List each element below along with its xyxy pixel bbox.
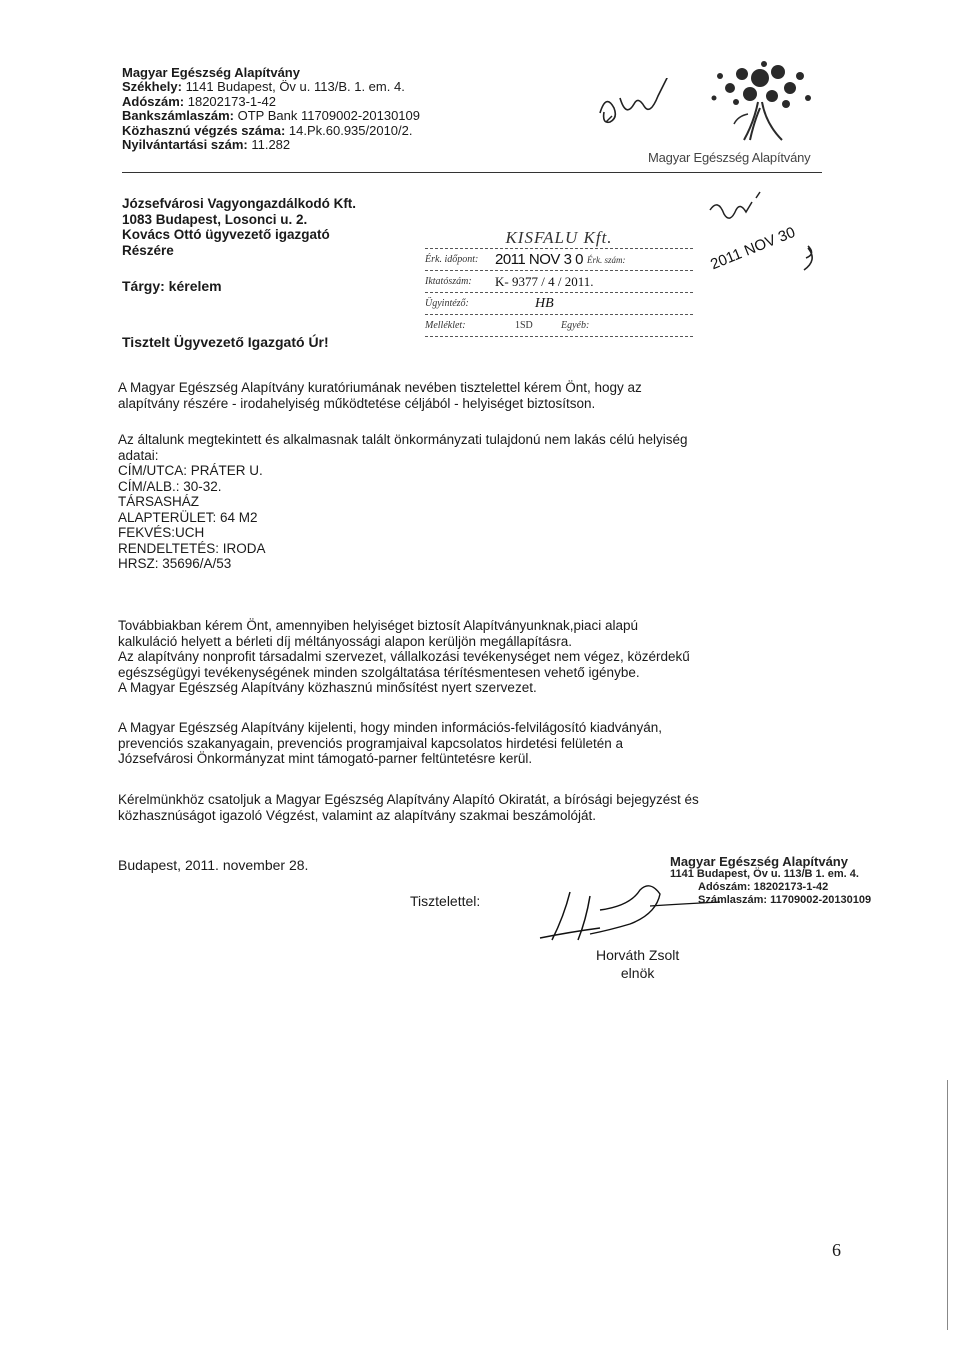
closing-regards: Tisztelettel: — [410, 893, 481, 909]
recipient-block — [122, 196, 356, 258]
stamp-file-label: Iktatószám: — [425, 276, 472, 287]
paragraph-attachments — [118, 792, 818, 823]
foundation-logo-icon — [690, 58, 830, 148]
stamp-arrival-number-label: Érk. szám: — [586, 254, 626, 265]
registry-value: 11.282 — [247, 137, 291, 153]
property-details — [118, 432, 818, 572]
subject-line: Tárgy: kérelem — [122, 278, 222, 294]
tax-label: Adószám: — [122, 93, 185, 109]
stamp-attachment-label: Melléklet: — [425, 320, 466, 331]
org-name: Magyar Egészség Alapítvány — [122, 65, 300, 80]
stamp-title: KISFALU Kft. — [425, 228, 693, 249]
recipient-company: Józsefvárosi Vagyongazdálkodó Kft. — [122, 196, 357, 211]
stamp-other-label: Egyéb: — [561, 320, 590, 331]
paragraph-line: kalkuláció helyett a bérleti díj méltányossági alapon kerüljön megállapításra. — [118, 633, 573, 649]
stamp-row-arrival — [425, 249, 693, 271]
logo-caption: Magyar Egészség Alapítvány — [648, 150, 811, 165]
recipient-person: Kovács Ottó ügyvezető igazgató — [122, 227, 330, 242]
paragraph-line: Az alapítvány nonprofit társadalmi szervezet, vállalkozási tevékenységet nem végez, közérdekű — [118, 649, 690, 664]
stamp-row-file — [425, 271, 693, 293]
signature — [530, 880, 730, 950]
bank-label: Bankszámlaszám: — [122, 108, 234, 124]
header-divider — [122, 172, 822, 173]
paragraph-line: Továbbiakban kérem Önt, amennyiben helyiséget biztosít Alapítványunknak,piaci alapú — [118, 618, 639, 633]
page-number: 6 — [832, 1240, 841, 1260]
recipient-address: 1083 Budapest, Losonci u. 2. — [122, 211, 308, 227]
paragraph-rent — [118, 618, 818, 696]
salutation: Tisztelt Ügyvezető Igazgató Úr! — [122, 334, 329, 350]
bank-value: OTP Bank 11709002-20130109 — [234, 108, 420, 124]
signatory — [596, 946, 679, 982]
seat-value: 1141 Budapest, Öv u. 113/B. 1. em. 4. — [181, 79, 405, 95]
decree-label: Közhasznú végzés száma: — [122, 122, 286, 138]
paragraph-line: Józsefvárosi Önkormányzat mint támogató-parner feltüntetésre kerül. — [118, 751, 533, 766]
detail-position: FEKVÉS:UCH — [118, 525, 205, 540]
stamp-tax-number: Adószám: 18202173-1-42 — [698, 881, 829, 893]
paragraph-line: közhasznúságot igazoló Végzést, valamint az alapítvány szakmai beszámolóját. — [118, 807, 597, 823]
stamp-row-officer — [425, 293, 693, 315]
signatory-name: Horváth Zsolt — [596, 947, 680, 963]
paragraph-line: A Magyar Egészség Alapítvány kuratóriumának nevében tisztelettel kérem Önt, hogy az — [118, 380, 642, 395]
detail-use: RENDELTETÉS: IRODA — [118, 540, 266, 556]
paragraph-line: A Magyar Egészség Alapítvány közhasznú minősítést nyert szervezet. — [118, 680, 537, 695]
paragraph-request — [118, 380, 818, 411]
stamp-officer-label: Ügyintéző: — [425, 298, 469, 309]
stamp-address: 1141 Budapest, Öv u. 113/B 1. em. 4. — [670, 868, 859, 880]
scan-edge-line — [947, 1080, 948, 1330]
paragraph-line: alapítvány részére - irodahelyiség működtetése céljából - helyiséget biztosítson. — [118, 395, 596, 411]
signatory-role: elnök — [620, 965, 655, 981]
stamp-attachment-value: 1SD — [515, 320, 533, 331]
tax-value: 18202173-1-42 — [184, 93, 276, 109]
stamp-officer-value: HB — [535, 295, 554, 311]
decree-value: 14.Pk.60.935/2010/2. — [285, 122, 413, 138]
paragraph-line: adatai: — [118, 447, 159, 463]
recipient-for: Részére — [122, 242, 174, 258]
stamp-account-number: Számlaszám: 11709002-20130109 — [698, 894, 872, 906]
stamp-org-name: Magyar Egészség Alapítvány — [670, 854, 848, 869]
letterhead — [122, 66, 420, 152]
registration-stamp — [425, 228, 693, 337]
paragraph-line: Az általunk megtekintett és alkalmasnak talált önkormányzati tulajdonú nem lakás célú helyiség — [118, 432, 688, 447]
handwritten-date: 2011 NOV 30 — [708, 223, 798, 274]
paragraph-sponsor — [118, 720, 818, 767]
detail-number: CÍM/ALB.: 30-32. — [118, 478, 222, 494]
stamp-file-number: K- 9377 / 4 / 2011. — [495, 273, 594, 289]
stamp-arrival-label: Érk. időpont: — [425, 254, 479, 265]
detail-type: TÁRSASHÁZ — [118, 494, 200, 509]
paragraph-line: Kérelmünkhöz csatoljuk a Magyar Egészség Alapítvány Alapító Okiratát, a bírósági bejegyzést és — [118, 792, 699, 807]
seat-label: Székhely: — [122, 79, 182, 95]
detail-area: ALAPTERÜLET: 64 M2 — [118, 509, 258, 525]
letter-date: Budapest, 2011. november 28. — [118, 857, 309, 873]
paragraph-line: A Magyar Egészség Alapítvány kijelenti, hogy minden információs-felvilágosító kiadványán, — [118, 720, 663, 735]
registry-label: Nyilvántartási szám: — [122, 137, 248, 153]
detail-hrsz: HRSZ: 35696/A/53 — [118, 556, 232, 571]
stamp-row-attachment — [425, 315, 693, 337]
stamp-arrival-date: 2011 NOV 3 0 — [495, 251, 583, 268]
paragraph-line: prevenciós szakanyagain, prevenciós programjaival kapcsolatos hirdetési felületén a — [118, 735, 624, 751]
detail-street: CÍM/UTCA: PRÁTER U. — [118, 463, 263, 478]
paragraph-line: egészségügyi tevékenységének minden szolgáltatása térítésmentesen vehető igénybe. — [118, 664, 640, 680]
